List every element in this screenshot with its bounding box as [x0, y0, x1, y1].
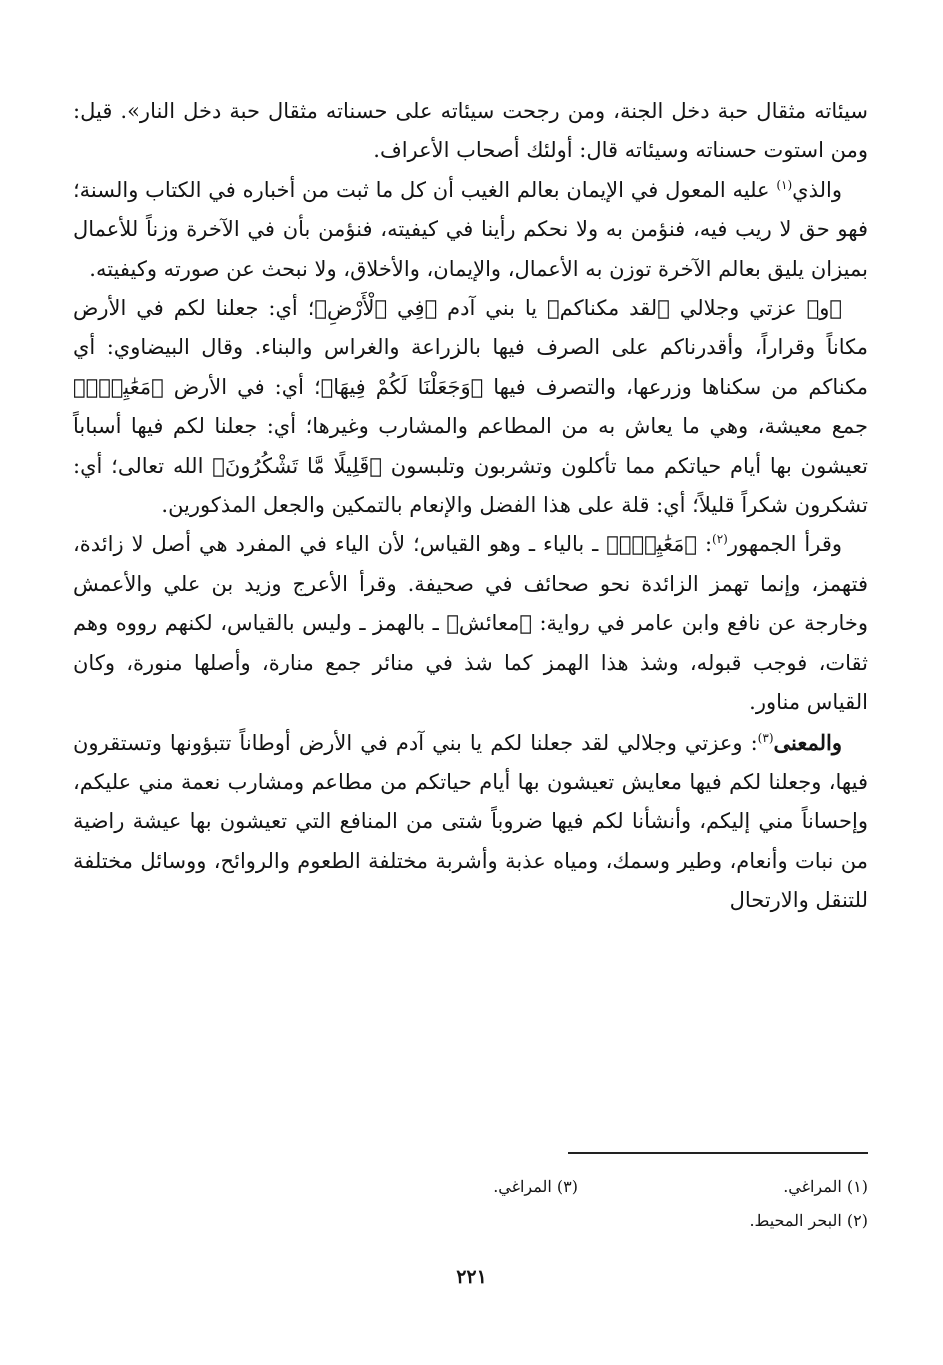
paragraph-4-text-a: وقرأ الجمهور — [727, 532, 843, 557]
footnotes — [73, 1170, 868, 1238]
footnote-separator — [568, 1152, 868, 1154]
footnote-row — [73, 1170, 868, 1204]
footnote-3: (٣) المراغي. — [493, 1177, 578, 1196]
page-number: ٢٢١ — [456, 1266, 487, 1288]
paragraph-2-text-b: عليه المعول في الإيمان بعالم الغيب أن كل ما ثبت من أخباره في الكتاب والسنة؛ فهو حق لا ريب فيه، فنؤمن به ولا نحكم رأينا في كيفيته، فنؤمن بأن في الآخرة وزناً للأعمال بميزان يليق بعالم الآخرة توزن به الأعمال، والإيمان، والأخلاق، ولا نبحث عن صورته وكيفيته. — [73, 177, 868, 281]
paragraph-5-heading: والمعنى — [773, 729, 842, 755]
paragraph-3-text: ﴿و﴾ عزتي وجلالي ﴿لقد مكناكم﴾ يا بني آدم ﴿فِي ٱلْأَرْضِ﴾؛ أي: جعلنا لكم في الأرض مكاناً وقراراً، وأقدرناكم على الصرف فيها بالزراعة والغراس والبناء. وقال البيضاوي: أي مكناكم من سكناها وزرعها، والتصرف فيها ﴿وَجَعَلْنَا لَكُمْ فِيهَا﴾؛ أي: في الأرض ﴿مَعَٰيِشَۗ﴾ جمع معيشة، وهي ما يعاش به من المطاعم والمشارب وغيرها؛ أي: جعلنا لكم فيها أسباباً تعيشون بها أيام حياتكم مما تأكلون وتشربون وتلبسون ﴿قَلِيلًا مَّا تَشْكُرُونَ﴾ الله تعالى؛ أي: تشكرون شكراً قليلاً؛ أي: قلة على هذا الفضل والإنعام بالتمكين والجعل المذكورين. — [73, 296, 868, 518]
paragraph-1 — [73, 92, 868, 171]
paragraph-2-text-a: والذي — [792, 177, 842, 202]
footnote-ref-3: (٣) — [757, 730, 774, 745]
paragraph-4-text-b: : ﴿مَعَٰيِشَۗ﴾ ـ بالياء ـ وهو القياس؛ لأن الياء في المفرد هي أصل لا زائدة، فتهمز، وإنما تهمز الزائدة نحو صحائف في صحيفة. وقرأ الأعرج وزيد بن علي والأعمش وخارجة عن نافع وابن عامر في رواية: ﴿معائش﴾ ـ بالهمز ـ وليس بالقياس، لكنهم رووه وهم ثقات، فوجب قبوله، وشذ هذا الهمز كما شذ في منائر جمع منارة، وأصلها منورة، وكان القياس مناور. — [73, 532, 868, 715]
paragraph-3 — [73, 289, 868, 525]
footnote-2: (٢) البحر المحيط. — [749, 1211, 868, 1230]
footnote-ref-1: (١) — [776, 177, 793, 192]
footnote-1: (١) المراغي. — [783, 1177, 868, 1196]
paragraph-5 — [73, 723, 868, 921]
paragraph-5-text: : وعزتي وجلالي لقد جعلنا لكم يا بني آدم في الأرض أوطاناً تتبؤونها وتستقرون فيها، وجعلنا لكم فيها معايش تعيشون بها أيام حياتكم من مطاعم ومشارب نعمة مني عليكم، وإحساناً مني إليكم، وأنشأنا لكم فيها ضروباً شتى من المنافع التي تعيشون بها عيشة راضية من نبات وأنعام، وطير وسمك، ومياه عذبة وأشربة مختلفة الطعوم والروائح، ووسائل مختلفة للتنقل والارتحال — [73, 730, 868, 913]
paragraph-2 — [73, 171, 868, 289]
paragraph-1-text: سيئاته مثقال حبة دخل الجنة، ومن رجحت سيئاته على حسناته مثقال حبة دخل النار». قيل: ومن استوت حسناته وسيئاته قال: أولئك أصحاب الأعراف. — [73, 99, 868, 163]
main-text — [73, 92, 868, 921]
paragraph-4 — [73, 525, 868, 722]
footnote-ref-2: (٢) — [712, 532, 728, 547]
